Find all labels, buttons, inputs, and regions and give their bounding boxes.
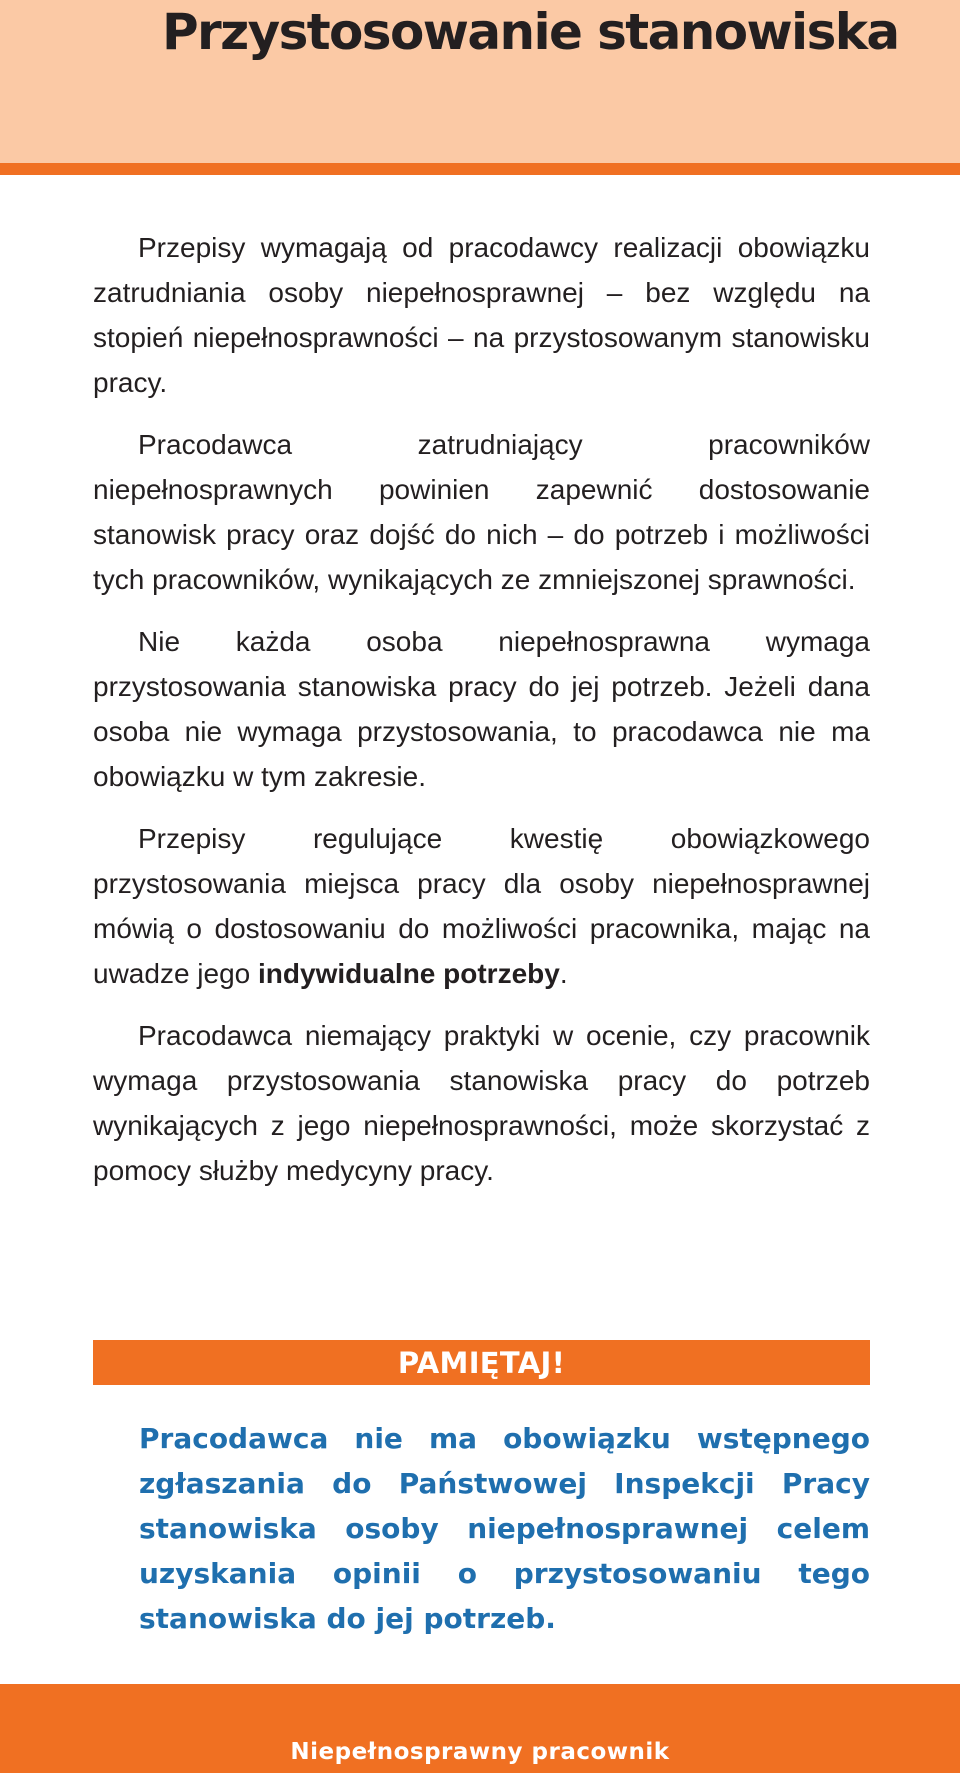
paragraph-4-end: . [559, 958, 568, 989]
page-header [0, 0, 960, 163]
paragraph-5: Pracodawca niemający praktyki w ocenie, czy pracownik wymaga przystosowania stanowiska pracy do potrzeb wynikających z jego niepełnosprawności, może skorzystać z pomocy służby medycyny pracy. [93, 1020, 870, 1186]
remember-banner [93, 1340, 870, 1385]
emphasis-individual-needs: indywidualne potrzeby [258, 958, 560, 989]
main-content [93, 225, 870, 1210]
footer-label: Niepełnosprawny pracownik [290, 1739, 670, 1765]
paragraph-1: Przepisy wymagają od pracodawcy realizacji obowiązku zatrudniania osoby niepełnosprawnej – bez względu na stopień niepełnosprawności – na przystosowanym stanowisku pracy. [93, 232, 870, 398]
page-footer [0, 1684, 960, 1773]
page-title: Przystosowanie stanowiska [162, 3, 899, 61]
paragraph-2: Pracodawca zatrudniający pracowników niepełnosprawnych powinien zapewnić dostosowanie stanowisk pracy oraz dojść do nich – do potrzeb i możliwości tych pracowników, wynikających ze zmniejszonej sprawności. [93, 429, 870, 595]
paragraph-4-text: Przepisy regulujące kwestię obowiązkowego przystosowania miejsca pracy dla osoby niepełnosprawnej mówią o dostosowaniu do możliwości pracownika, mając na uwadze jego [93, 823, 870, 989]
header-divider [0, 163, 960, 175]
remember-label: PAMIĘTAJ! [397, 1345, 566, 1380]
paragraph-4 [93, 816, 870, 996]
paragraph-3: Nie każda osoba niepełnosprawna wymaga przystosowania stanowiska pracy do jej potrzeb. Jeżeli dana osoba nie wymaga przystosowania, to pracodawca nie ma obowiązku w tym zakresie. [93, 626, 870, 792]
remember-note: Pracodawca nie ma obowiązku wstępnego zgłaszania do Państwowej Inspekcji Pracy stanowiska osoby niepełnosprawnej celem uzyskania opinii o przystosowaniu tego stanowiska do jej potrzeb. [139, 1422, 870, 1635]
